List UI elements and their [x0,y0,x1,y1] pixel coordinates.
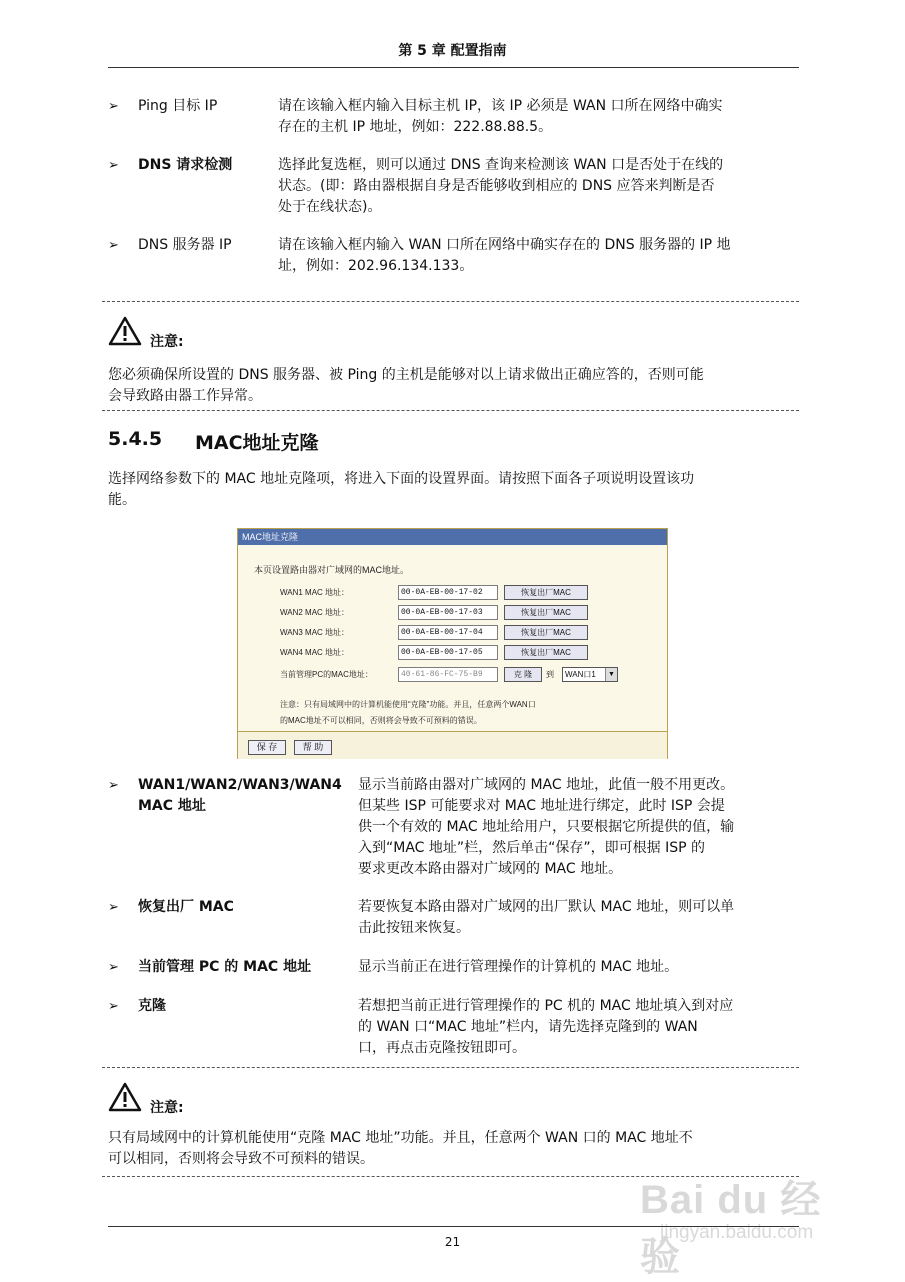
desc-ping-target-ip: 请在该输入框内输入目标主机 IP，该 IP 必须是 WAN 口所在网络中确实 存在的主机 IP 地址，例如：222.88.88.5。 [278,98,723,135]
section-intro: 选择网络参数下的 MAC 地址克隆项，将进入下面的设置界面。请按照下面各子项说明设置该功 能。 [108,471,695,508]
bullet-icon: ➢ [108,778,119,793]
save-button[interactable]: 保 存 [248,740,286,755]
wan1-mac-input[interactable]: 00-0A-EB-00-17-02 [398,585,498,600]
bullet-icon: ➢ [108,999,119,1014]
note-divider [102,301,799,302]
wan4-restore-button[interactable]: 恢复出厂MAC [504,645,588,660]
page-number: 21 [444,1235,461,1249]
chevron-down-icon: ▼ [605,668,617,681]
watermark-logo: Bai du 经验 [640,1178,822,1279]
term-ping-target-ip: Ping 目标 IP [138,98,218,114]
desc-restore-mac: 若要恢复本路由器对广域网的出厂默认 MAC 地址，则可以单 击此按钮来恢复。 [358,899,735,936]
wan2-mac-label: WAN2 MAC 地址： [280,608,350,617]
section-heading [108,428,319,454]
note-divider [102,410,799,411]
panel-button-bar [238,731,667,759]
bullet-icon: ➢ [108,99,119,114]
clone-button[interactable]: 克 隆 [504,667,542,682]
watermark-url: jingyan.baidu.com [660,1222,814,1243]
wan3-restore-button[interactable]: 恢复出厂MAC [504,625,588,640]
wan-port-select[interactable] [562,667,618,682]
desc-pc-mac: 显示当前正在进行管理操作的计算机的 MAC 地址。 [358,959,679,975]
section-number: 5.4.5 [108,428,163,450]
footer-rule [108,1226,799,1227]
panel-note: 注意：只有局域网中的计算机能使用“克隆”功能。并且，任意两个WAN口 的MAC地址不可以相同，否则将会导致不可预料的错误。 [280,700,536,725]
wan2-restore-button[interactable]: 恢复出厂MAC [504,605,588,620]
term-wan-mac: WAN1/WAN2/WAN3/WAN4 MAC 地址 [138,777,342,814]
panel-title: MAC地址克隆 [238,529,667,545]
bullet-icon: ➢ [108,960,119,975]
wan3-mac-label: WAN3 MAC 地址： [280,628,350,637]
term-clone: 克隆 [138,998,166,1014]
header-rule [108,67,799,68]
pc-mac-input: 40-61-86-FC-75-B9 [398,667,498,682]
wan1-restore-button[interactable]: 恢复出厂MAC [504,585,588,600]
desc-dns-check: 选择此复选框，则可以通过 DNS 查询来检测该 WAN 口是否处于在线的 状态。(即：路由器根据自身是否能够收到相应的 DNS 应答来判断是否 处于在线状态)。 [278,157,724,215]
note-title: 注意: [150,1100,184,1116]
note-body: 您必须确保所设置的 DNS 服务器、被 Ping 的主机是能够对以上请求做出正确应答的，否则可能 会导致路由器工作异常。 [108,367,704,404]
bullet-icon: ➢ [108,158,119,173]
bullet-icon: ➢ [108,900,119,915]
wan1-mac-label: WAN1 MAC 地址： [280,588,350,597]
clone-to-label: 到 [546,670,554,679]
note-divider [102,1067,799,1068]
warning-icon [108,316,142,346]
note-body: 只有局域网中的计算机能使用“克隆 MAC 地址”功能。并且，任意两个 WAN 口的 MAC 地址不 可以相同，否则将会导致不可预料的错误。 [108,1130,693,1167]
warning-icon [108,1082,142,1112]
wan2-mac-input[interactable]: 00-0A-EB-00-17-03 [398,605,498,620]
wan3-mac-input[interactable]: 00-0A-EB-00-17-04 [398,625,498,640]
panel-description: 本页设置路由器对广域网的MAC地址。 [254,565,410,575]
desc-wan-mac: 显示当前路由器对广域网的 MAC 地址，此值一般不用更改。 但某些 ISP 可能要求对 MAC 地址进行绑定，此时 ISP 会提 供一个有效的 MAC 地址给用户，只要根据它所提供的值，输 入到“MAC 地址”栏，然后单击“保存”，即可根据 ISP 的 要求更改本路由器对广域网的 MAC 地址。 [358,777,735,877]
note-title: 注意: [150,334,184,350]
term-pc-mac: 当前管理 PC 的 MAC 地址 [138,959,312,975]
section-title: MAC地址克隆 [195,432,319,454]
bullet-icon: ➢ [108,238,119,253]
wan-port-select-value: WAN口1 [565,670,596,679]
pc-mac-label: 当前管理PC的MAC地址： [280,670,373,679]
term-restore-mac: 恢复出厂 MAC [138,899,234,915]
term-dns-server-ip: DNS 服务器 IP [138,237,232,253]
desc-dns-server-ip: 请在该输入框内输入 WAN 口所在网络中确实存在的 DNS 服务器的 IP 地 址，例如：202.96.134.133。 [278,237,731,274]
help-button[interactable]: 帮 助 [294,740,332,755]
page-header: 第 5 章 配置指南 [398,43,507,59]
wan4-mac-label: WAN4 MAC 地址： [280,648,350,657]
wan4-mac-input[interactable]: 00-0A-EB-00-17-05 [398,645,498,660]
term-dns-check: DNS 请求检测 [138,157,233,173]
desc-clone: 若想把当前正进行管理操作的 PC 机的 MAC 地址填入到对应 的 WAN 口“MAC 地址”栏内，请先选择克隆到的 WAN 口，再点击克隆按钮即可。 [358,998,734,1056]
mac-clone-panel [237,528,668,759]
